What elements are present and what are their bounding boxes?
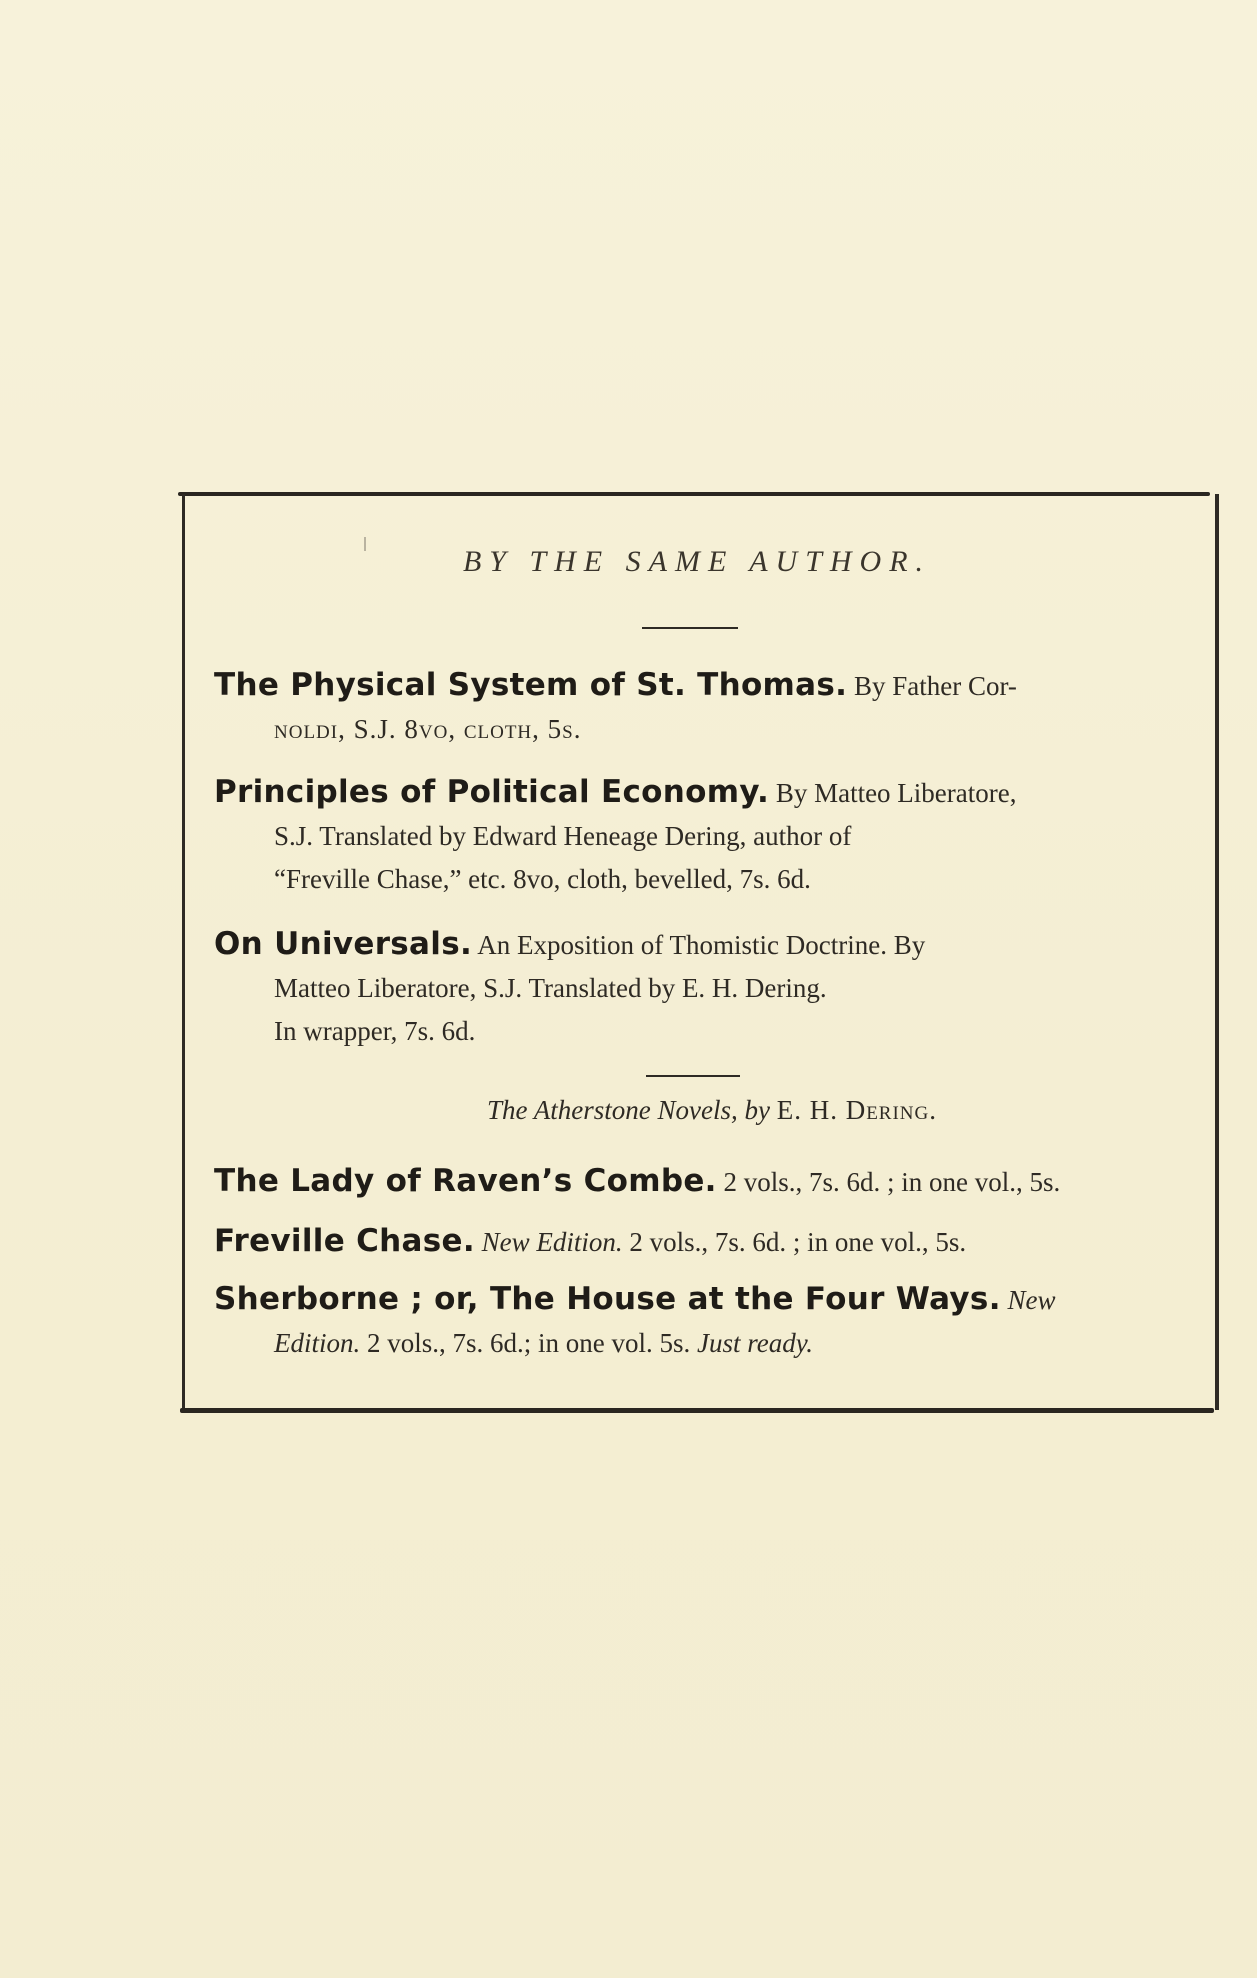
novel-edition: New Edition. <box>481 1227 623 1257</box>
divider-rule <box>646 1075 740 1077</box>
novel-title: Sherborne ; or, The House at the Four Ways. <box>214 1281 1001 1317</box>
novels-series-title: The Atherstone Novels, by <box>486 1095 770 1125</box>
book-entry-physical-system <box>214 664 1186 751</box>
book-title: The Physical System of St. Thomas. <box>214 667 848 703</box>
entry-line <box>214 923 1186 967</box>
frame-bottom-rule <box>180 1408 1214 1413</box>
entry-author-text: By Matteo Liberatore, <box>775 778 1017 808</box>
entry-details <box>214 1322 1186 1365</box>
entry-line <box>214 1278 1186 1322</box>
novels-author: E. H. Dering. <box>776 1095 937 1125</box>
entry-line <box>214 771 1186 815</box>
novel-price: 2 vols., 7s. 6d.; in one vol. 5s. <box>367 1328 691 1358</box>
book-entry-universals <box>214 923 1186 1053</box>
novel-price: 2 vols., 7s. 6d. ; in one vol., 5s. <box>629 1227 967 1257</box>
novel-title: The Lady of Raven’s Combe. <box>214 1163 717 1199</box>
novel-price: 2 vols., 7s. 6d. ; in one vol., 5s. <box>723 1167 1061 1197</box>
novel-edition: New <box>1007 1285 1056 1315</box>
novel-status: Just ready. <box>697 1328 813 1358</box>
novel-entry-sherborne <box>214 1278 1186 1365</box>
page-heading: BY THE SAME AUTHOR. <box>462 545 932 578</box>
novels-heading <box>182 1095 1212 1126</box>
entry-line <box>214 1160 1186 1204</box>
entry-author-text: By Father Cor- <box>853 671 1017 701</box>
entry-subtitle-text: An Exposition of Thomistic Doctrine. By <box>477 930 926 960</box>
novel-edition: Edition. <box>274 1328 361 1358</box>
novel-entry-ravens-combe <box>214 1160 1186 1204</box>
entry-details: In wrapper, 7s. 6d. <box>274 1016 476 1046</box>
entry-line <box>214 664 1186 708</box>
book-title: On Universals. <box>214 926 473 962</box>
divider-rule <box>642 627 738 629</box>
entry-details: noldi, S.J. 8vo, cloth, 5s. <box>274 714 582 744</box>
entry-details: Matteo Liberatore, S.J. Translated by E. H. Dering. <box>274 973 827 1003</box>
entry-details: “Freville Chase,” etc. 8vo, cloth, bevelled, 7s. 6d. <box>274 864 811 894</box>
book-title: Principles of Political Economy. <box>214 774 770 810</box>
entry-details: S.J. Translated by Edward Heneage Dering, author of <box>274 821 852 851</box>
entry-line <box>214 1220 1186 1264</box>
novel-title: Freville Chase. <box>214 1223 475 1259</box>
book-entry-political-economy <box>214 771 1186 901</box>
novel-entry-freville-chase <box>214 1220 1186 1264</box>
